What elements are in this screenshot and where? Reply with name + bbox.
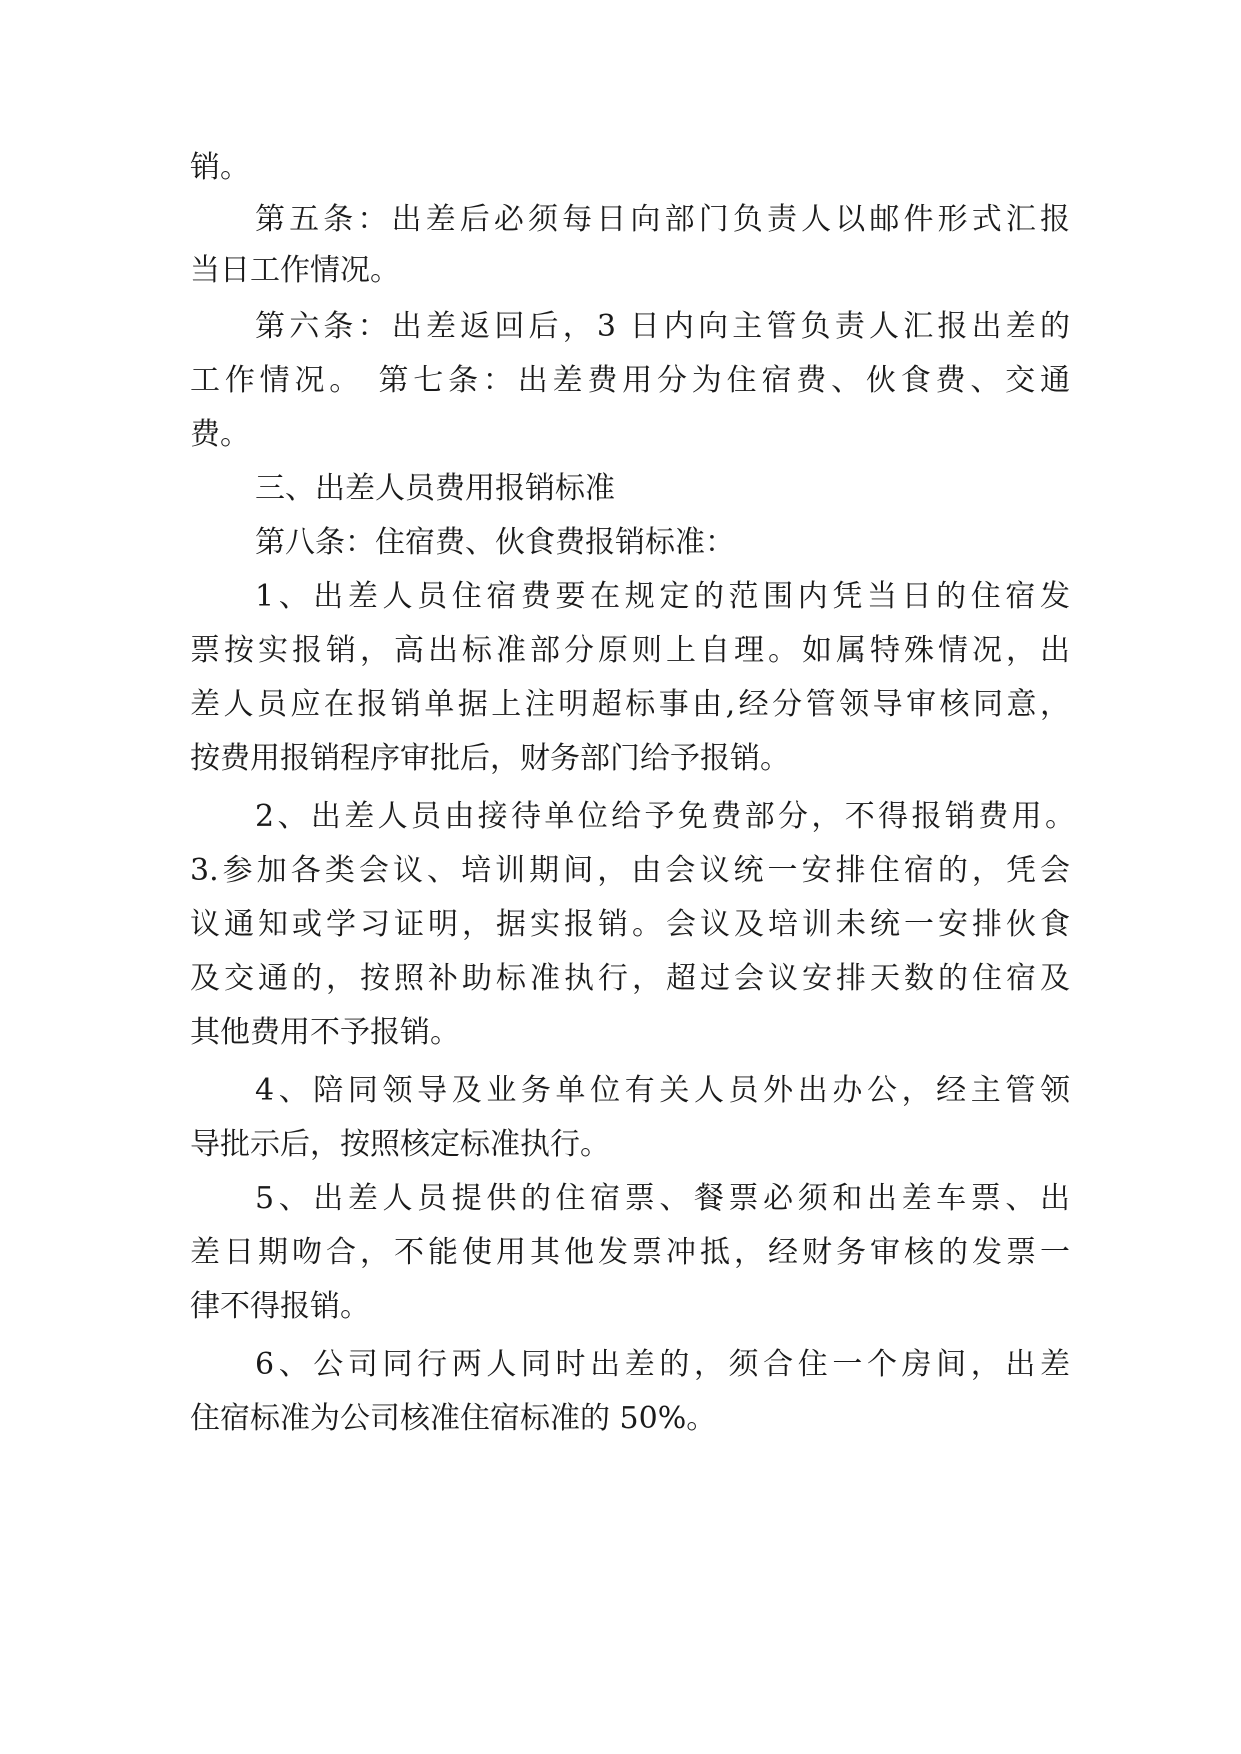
text-line: 导批示后，按照核定标准执行。: [190, 1127, 610, 1162]
text-line: 费。: [190, 417, 250, 452]
text-line: 第六条：出差返回后，3 日内向主管负责人汇报出差的: [255, 309, 1070, 344]
text-line: 议通知或学习证明，据实报销。会议及培训未统一安排伙食: [190, 907, 1070, 942]
text-line: 及交通的，按照补助标准执行，超过会议安排天数的住宿及: [190, 961, 1070, 996]
text-line: 销。: [190, 150, 250, 185]
text-line: 当日工作情况。: [190, 253, 400, 288]
text-line: 票按实报销，高出标准部分原则上自理。如属特殊情况，出: [190, 633, 1070, 668]
text-line: 3.参加各类会议、培训期间，由会议统一安排住宿的，凭会: [190, 853, 1070, 888]
text-line: 住宿标准为公司核准住宿标准的 50%。: [190, 1401, 717, 1436]
text-line: 差人员应在报销单据上注明超标事由,经分管领导审核同意，: [190, 687, 1070, 722]
text-line: 第八条：住宿费、伙食费报销标准：: [255, 525, 735, 560]
text-line: 工作情况。 第七条：出差费用分为住宿费、伙食费、交通: [190, 363, 1070, 398]
text-line: 6、公司同行两人同时出差的，须合住一个房间，出差: [255, 1347, 1070, 1382]
text-line: 4、陪同领导及业务单位有关人员外出办公，经主管领: [255, 1073, 1070, 1108]
text-line: 其他费用不予报销。: [190, 1015, 460, 1050]
text-line: 第五条：出差后必须每日向部门负责人以邮件形式汇报: [255, 202, 1070, 237]
text-line: 2、出差人员由接待单位给予免费部分，不得报销费用。: [255, 799, 1075, 834]
text-line: 按费用报销程序审批后，财务部门给予报销。: [190, 741, 790, 776]
text-line: 1、出差人员住宿费要在规定的范围内凭当日的住宿发: [255, 579, 1070, 614]
text-line: 5、出差人员提供的住宿票、餐票必须和出差车票、出: [255, 1181, 1070, 1216]
section-heading: 三、出差人员费用报销标准: [255, 471, 615, 506]
text-line: 律不得报销。: [190, 1289, 370, 1324]
text-line: 差日期吻合，不能使用其他发票冲抵，经财务审核的发票一: [190, 1235, 1070, 1270]
